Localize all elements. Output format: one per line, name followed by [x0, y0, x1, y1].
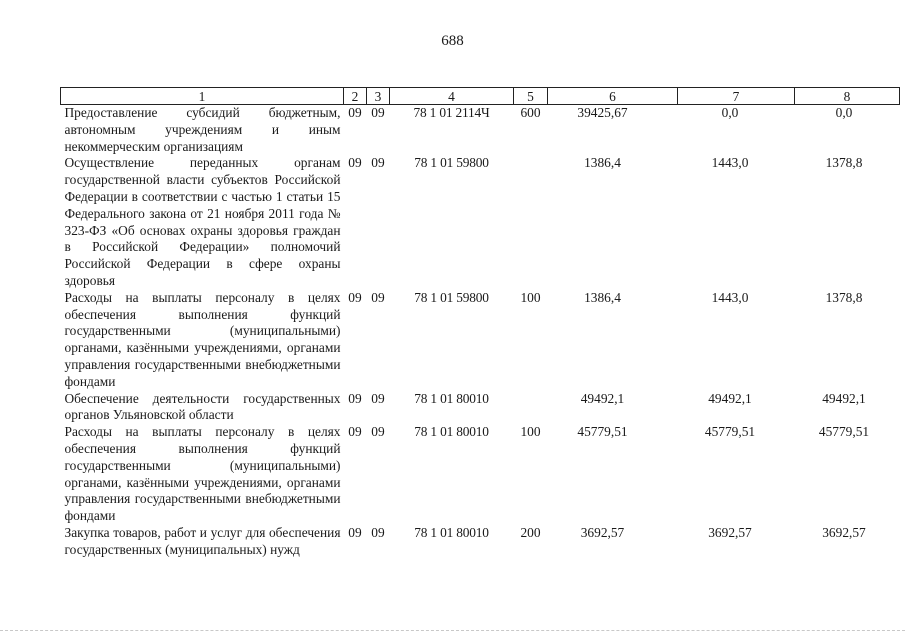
header-row [61, 88, 900, 105]
row-target-code: 78 1 01 80010 [414, 524, 489, 540]
row-subsection: 09 [371, 289, 385, 305]
header-col-7: 7 [678, 88, 795, 105]
row-value-col8: 45779,51 [818, 424, 870, 440]
row-expense-type: 100 [520, 289, 541, 305]
row-value-col6: 49492,1 [580, 390, 625, 406]
budget-table [60, 87, 900, 559]
page-number: 688 [441, 33, 464, 49]
row-expense-type [514, 155, 548, 289]
row-subsection: 09 [371, 155, 385, 171]
row-section: 09 [348, 155, 362, 171]
header-col-6: 6 [548, 88, 678, 105]
row-value-col8: 0,0 [835, 105, 853, 120]
row-subsection: 09 [371, 390, 385, 406]
row-value-col6: 1386,4 [584, 289, 621, 305]
row-value-col7: 0,0 [721, 105, 739, 120]
row-subsection: 09 [371, 524, 385, 540]
header-col-8: 8 [795, 88, 900, 105]
table-row [61, 424, 900, 525]
row-value-col8: 1378,8 [825, 289, 863, 305]
row-name: Расходы на выплаты персоналу в целях обеспечения выполнения функций государственными (муниципальными) органами, казёнными учреждениями, органами управления государственными внебюджетными фондами [64, 424, 341, 524]
row-value-col7: 49492,1 [708, 390, 752, 406]
row-value-col6: 1386,4 [584, 155, 621, 171]
table-row [61, 290, 900, 391]
row-section: 09 [348, 424, 362, 440]
row-expense-type: 100 [520, 424, 541, 440]
row-value-col8: 3692,57 [822, 524, 866, 540]
table-header [61, 88, 900, 105]
row-value-col8: 1378,8 [825, 155, 863, 171]
header-col-1: 1 [61, 88, 344, 105]
row-value-col6: 39425,67 [577, 105, 628, 120]
row-name: Обеспечение деятельности государственных органов Ульяновской области [64, 390, 341, 423]
row-section: 09 [348, 390, 362, 406]
row-value-col6: 45779,51 [577, 424, 628, 440]
row-value-col7: 3692,57 [708, 524, 752, 540]
row-section: 09 [348, 105, 362, 120]
row-expense-type: 200 [520, 524, 541, 540]
table-row [61, 155, 900, 289]
row-subsection: 09 [371, 424, 385, 440]
row-name: Предоставление субсидий бюджетным, автономным учреждениям и иным некоммерческим организациям [64, 105, 341, 154]
header-col-5: 5 [514, 88, 548, 105]
row-value-col8: 49492,1 [822, 390, 866, 406]
row-target-code: 78 1 01 80010 [414, 390, 489, 406]
row-expense-type [514, 391, 548, 425]
row-name: Расходы на выплаты персоналу в целях обеспечения выполнения функций государственными (муниципальными) органами, казёнными учреждениями, органами управления государственными внебюджетными фондами [64, 289, 341, 389]
row-value-col7: 45779,51 [704, 424, 756, 440]
row-expense-type: 600 [520, 105, 541, 120]
row-target-code: 78 1 01 59800 [414, 155, 489, 171]
row-value-col7: 1443,0 [711, 289, 749, 305]
row-name: Осуществление переданных органам государственной власти субъектов Российской Федерации в соответствии с частью 1 статьи 15 Федерального закона от 21 ноября 2011 года № 323-ФЗ «Об основах охраны здоровья граждан в Российской Федерации» полномочий Российской Федерации в сфере охраны здоровья [64, 155, 341, 288]
table-row [61, 525, 900, 559]
row-target-code: 78 1 01 2114Ч [413, 105, 490, 120]
row-target-code: 78 1 01 59800 [414, 289, 489, 305]
table-row [61, 391, 900, 425]
table-row [61, 105, 900, 156]
header-col-2: 2 [344, 88, 367, 105]
table-body [61, 105, 900, 559]
row-name: Закупка товаров, работ и услуг для обеспечения государственных (муниципальных) нужд [64, 524, 341, 557]
row-value-col7: 1443,0 [711, 155, 749, 171]
row-value-col6: 3692,57 [580, 524, 625, 540]
row-subsection: 09 [371, 105, 385, 120]
header-col-4: 4 [390, 88, 514, 105]
row-section: 09 [348, 289, 362, 305]
row-section: 09 [348, 524, 362, 540]
scan-edge-line [0, 630, 905, 631]
header-col-3: 3 [367, 88, 390, 105]
row-target-code: 78 1 01 80010 [414, 424, 489, 440]
